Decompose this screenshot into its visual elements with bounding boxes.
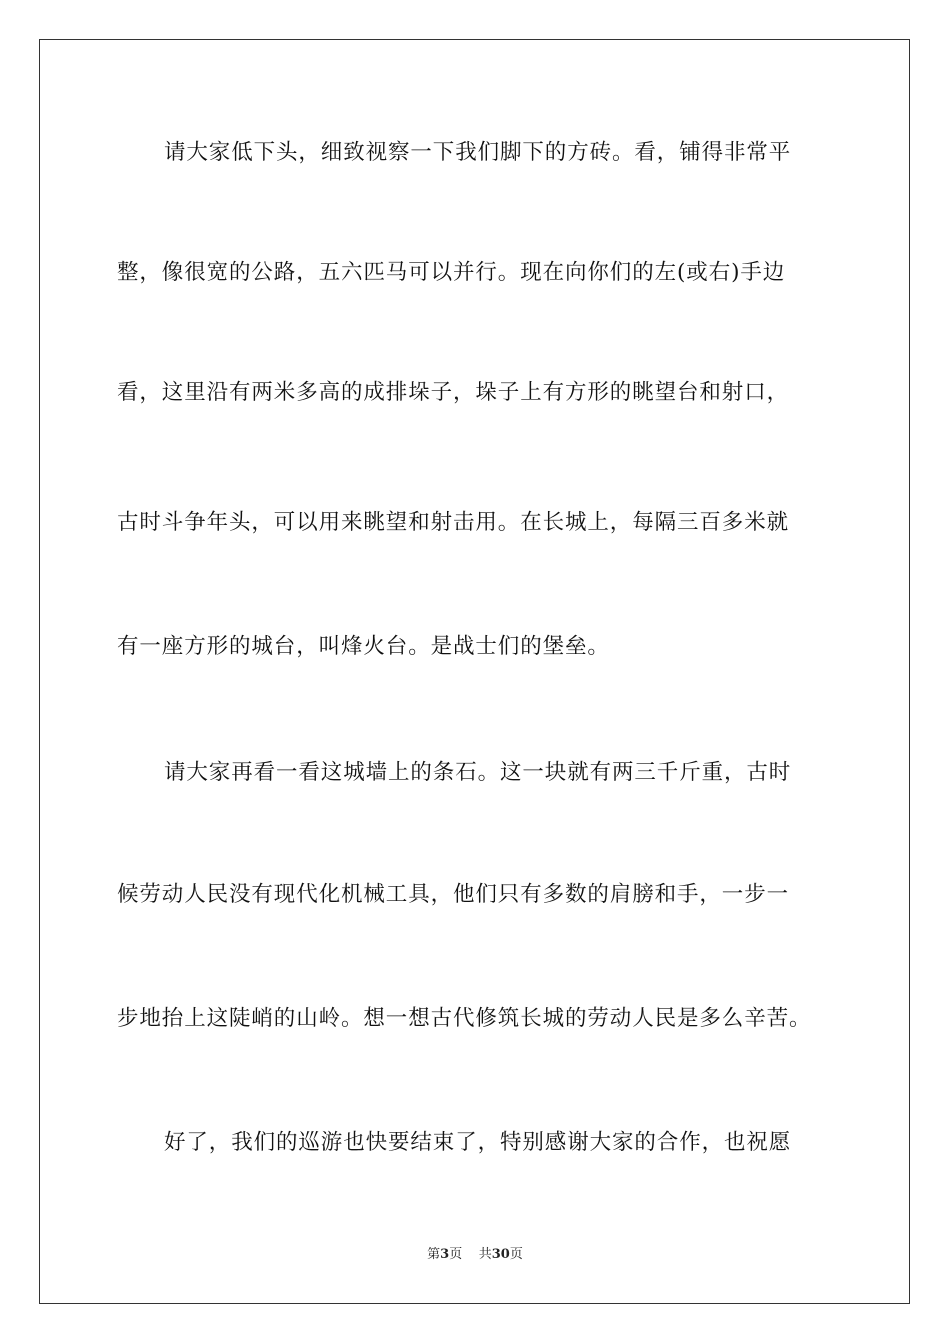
text-line-2: 整，像很宽的公路，五六匹马可以并行。现在向你们的左(或右)手边 xyxy=(117,260,786,285)
text-line-5: 有一座方形的城台，叫烽火台。是战士们的堡垒。 xyxy=(117,634,610,659)
text-line-9: 好了，我们的巡游也快要结束了，特别感谢大家的合作，也祝愿 xyxy=(164,1130,792,1155)
footer-total-suffix: 页 xyxy=(509,1247,523,1262)
text-line-7: 候劳动人民没有现代化机械工具，他们只有多数的肩膀和手，一步一 xyxy=(117,882,790,907)
footer-page-suffix: 页 xyxy=(449,1247,463,1262)
text-line-6: 请大家再看一看这城墙上的条石。这一块就有两三千斤重，古时 xyxy=(164,760,792,785)
text-line-3: 看，这里沿有两米多高的成排垛子，垛子上有方形的眺望台和射口， xyxy=(117,380,790,405)
footer-total-prefix: 共 xyxy=(478,1247,492,1262)
footer-total-pages: 30 xyxy=(491,1247,510,1262)
text-line-4: 古时斗争年头，可以用来眺望和射击用。在长城上，每隔三百多米就 xyxy=(117,510,790,535)
text-line-8: 步地抬上这陡峭的山岭。想一想古代修筑长城的劳动人民是多么辛苦。 xyxy=(117,1006,812,1031)
footer-page-number: 3 xyxy=(440,1247,450,1262)
page-border xyxy=(39,39,910,1304)
page-footer xyxy=(0,1246,950,1264)
footer-page-prefix: 第 xyxy=(427,1247,441,1262)
text-line-1: 请大家低下头，细致视察一下我们脚下的方砖。看，铺得非常平 xyxy=(164,140,792,165)
